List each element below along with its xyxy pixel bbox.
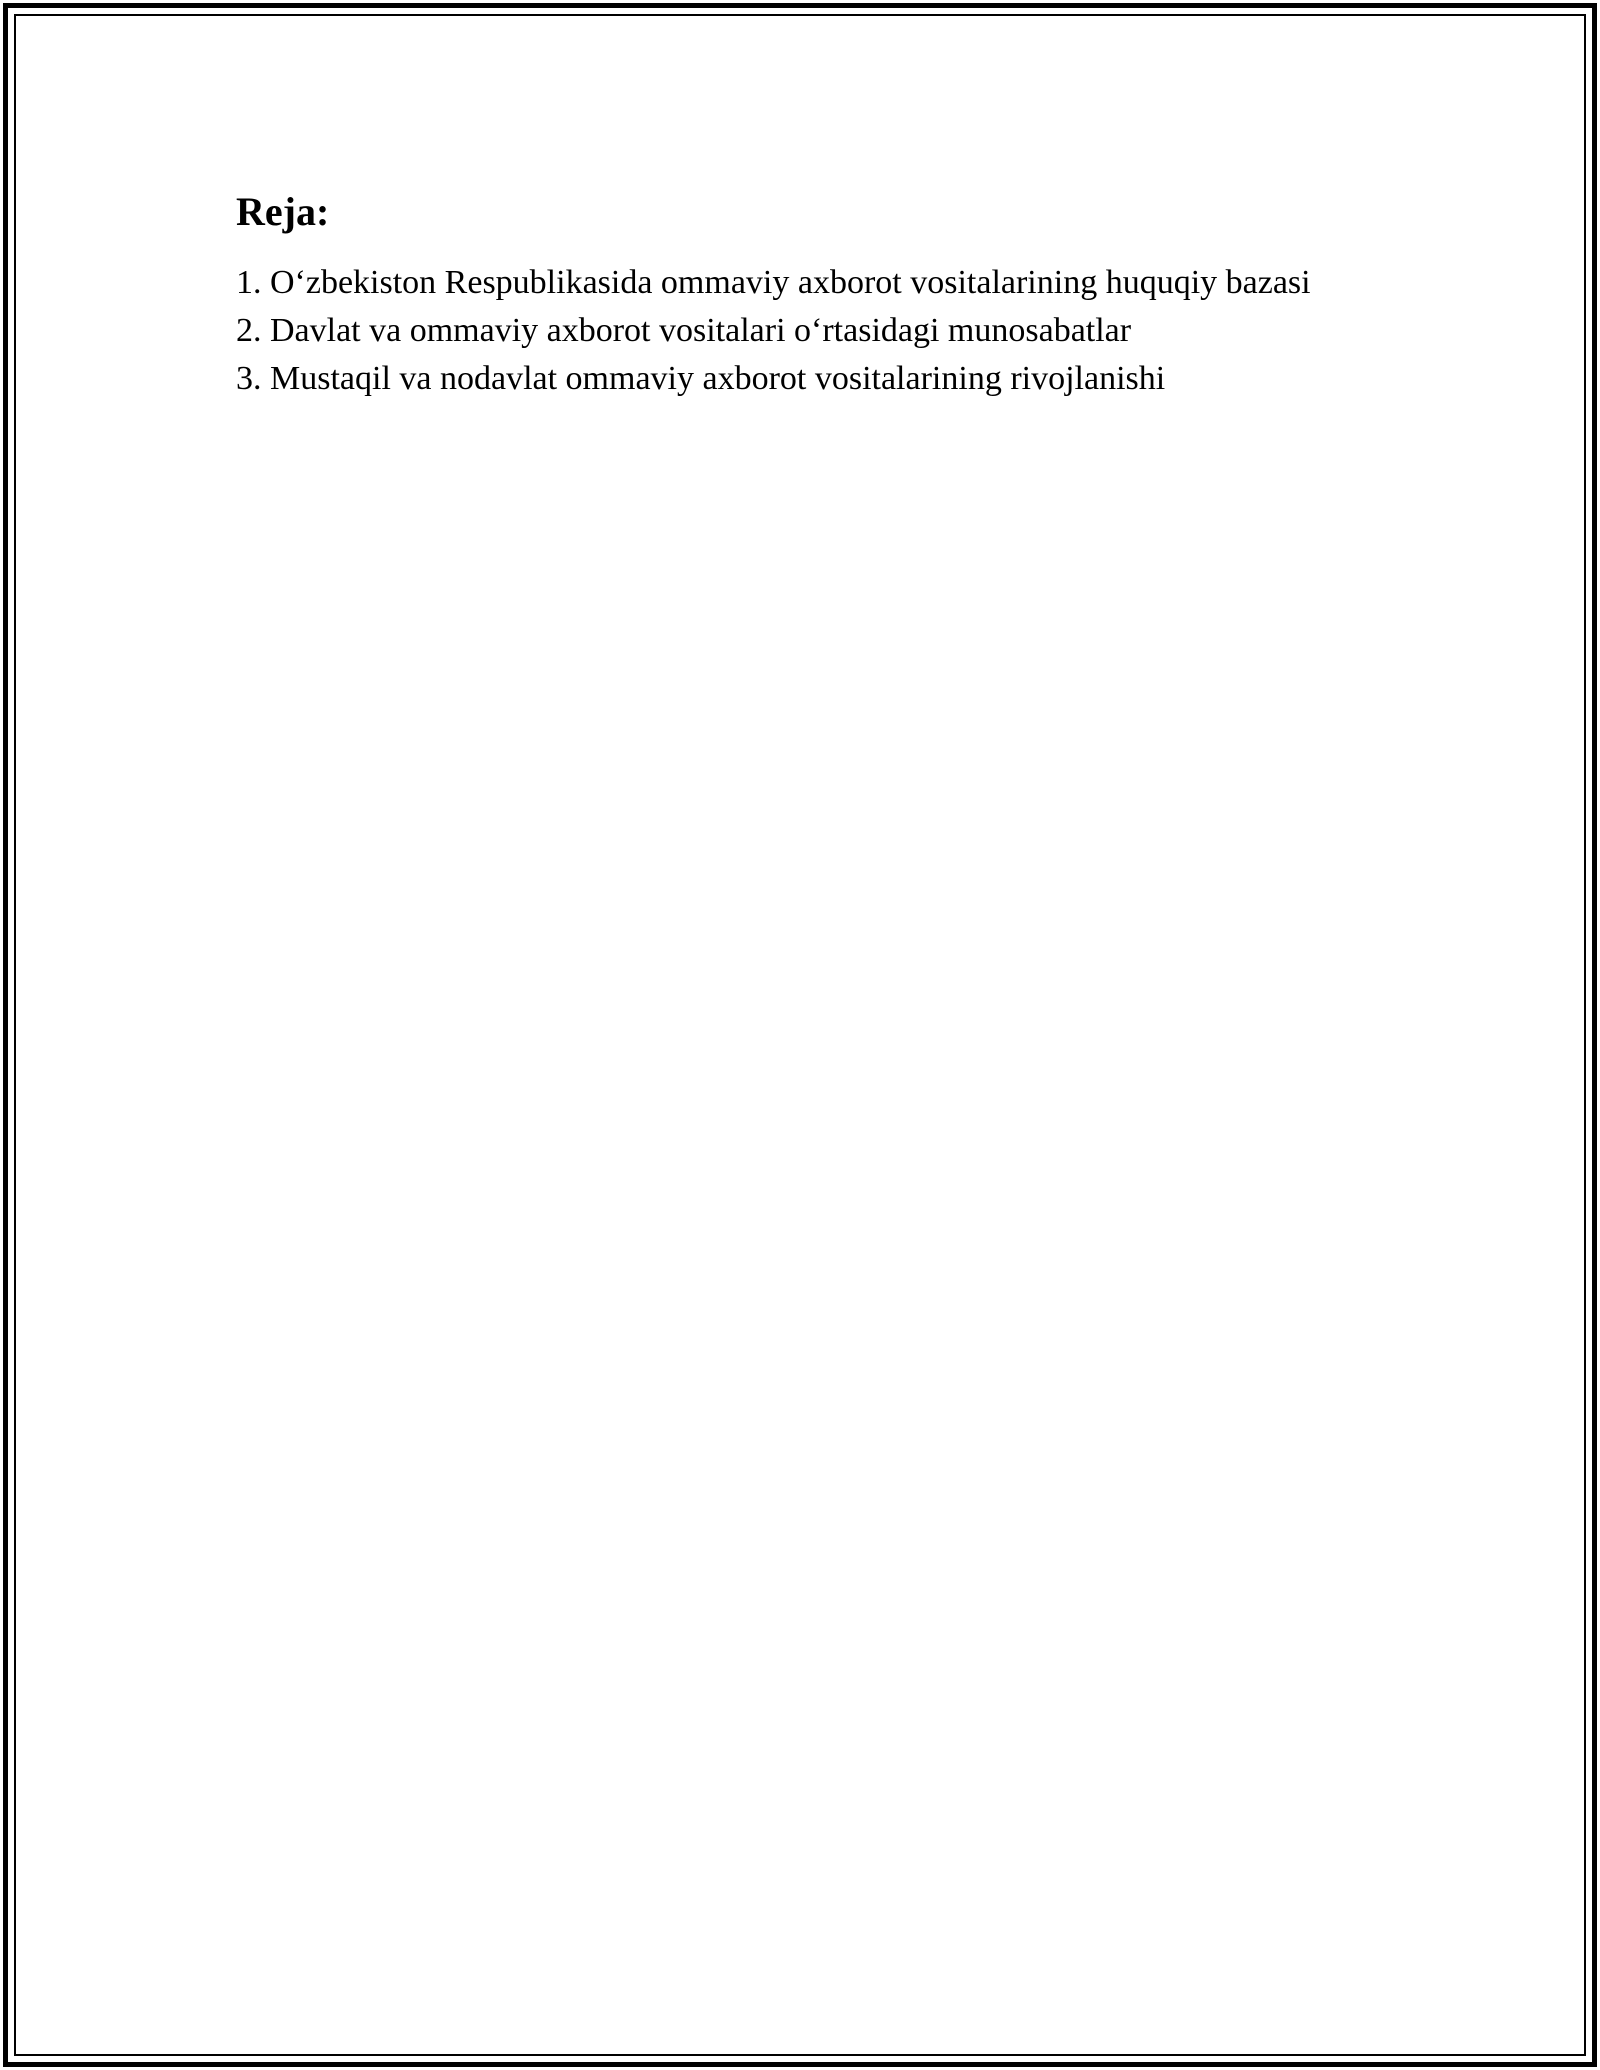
plan-item: 1. O‘zbekiston Respublikasida ommaviy axborot vositalarining huquqiy bazasi: [236, 264, 1311, 301]
page-content: [236, 185, 1366, 403]
plan-heading: Reja:: [236, 189, 330, 234]
plan-list: [236, 259, 1366, 403]
plan-item: 3. Mustaqil va nodavlat ommaviy axborot vositalarining rivojlanishi: [236, 360, 1166, 397]
plan-item: 2. Davlat va ommaviy axborot vositalari o‘rtasidagi munosabatlar: [236, 312, 1132, 349]
